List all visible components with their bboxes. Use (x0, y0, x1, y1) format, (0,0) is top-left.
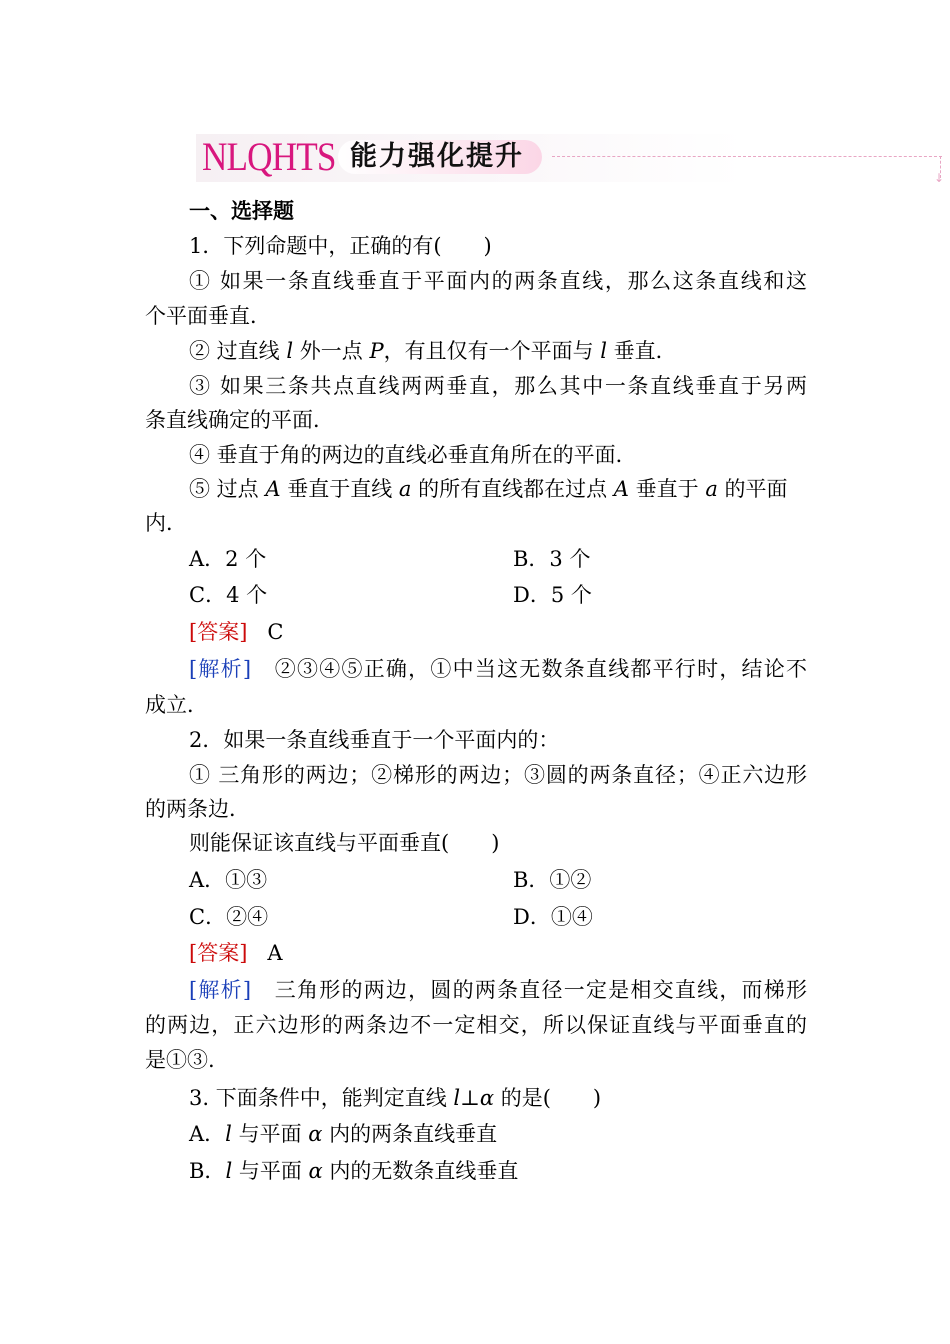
q2-stem: 2．如果一条直线垂直于一个平面内的： (189, 728, 560, 752)
q1-s5-m1: 垂直于直线 (280, 477, 399, 501)
banner-abbreviation: NLQHTS (202, 134, 336, 179)
q1-s5-end: 的平面 (717, 477, 788, 501)
q1-stem: 1．下列命题中，正确的有( ) (189, 234, 492, 258)
q2-option-d: D．①④ (513, 905, 593, 929)
q1-analysis-text-a: ②③④⑤正确，①中当这无数条直线都平行时，结论不 (274, 657, 808, 681)
q1-s2-mid: 外一点 (293, 339, 370, 363)
q3-option-b (189, 1156, 518, 1186)
q1-statement-1b: 个平面垂直． (145, 304, 271, 328)
q2-items-b: 的两条边． (145, 797, 250, 821)
q3-stem-pre: 3. 下面条件中，能判定直线 (189, 1086, 454, 1110)
q2-analysis-label: [解析] (189, 978, 252, 1002)
q1-statement-5a (189, 474, 788, 504)
q2-ask: 则能保证该直线与平面垂直( ) (189, 831, 500, 855)
q1-answer (189, 617, 284, 647)
q1-s5-A2: A (613, 477, 629, 501)
q1-statement-5b: 内． (145, 511, 187, 535)
q2-option-b: B．①② (513, 868, 592, 892)
q3-b-alpha: α (308, 1159, 323, 1183)
q3-b-m: 与平面 (232, 1159, 309, 1183)
banner-title: 能力强化提升 (338, 140, 542, 174)
q1-analysis-b: 成立． (145, 693, 208, 717)
q1-option-b: B．3 个 (513, 547, 591, 571)
q1-statement-2 (189, 336, 677, 366)
q1-answer-label: [答案] (189, 620, 248, 644)
q3-option-a (189, 1119, 497, 1149)
q1-s2-pre: ② 过直线 (189, 339, 287, 363)
q1-s5-A: A (265, 477, 281, 501)
q1-s2-P: P (369, 339, 384, 363)
q2-analysis-text-a: 三角形的两边，圆的两条直径一定是相交直线，而梯形 (274, 978, 808, 1002)
q3-stem (189, 1083, 601, 1113)
q3-a-end: 内的两条直线垂直 (322, 1122, 498, 1146)
q1-s5-m3: 垂直于 (628, 477, 706, 501)
section-heading: 一、选择题 (189, 198, 294, 223)
q3-stem-perp: ⊥ (460, 1086, 480, 1110)
q3-a-alpha: α (308, 1122, 323, 1146)
q3-b-pre: B． (189, 1159, 226, 1183)
q1-s5-pre: ⑤ 过点 (189, 477, 266, 501)
q1-statement-4: ④ 垂直于角的两边的直线必垂直角所在的平面． (189, 443, 637, 467)
q1-s2-mid2: ，有且仅有一个平面与 (383, 339, 601, 363)
q2-analysis-a (189, 975, 807, 1005)
q1-s5-a2: a (705, 477, 718, 501)
q1-s5-m2: 的所有直线都在过点 (411, 477, 614, 501)
q1-option-c: C．4 个 (189, 583, 268, 607)
q1-statement-3a: ③ 如果三条共点直线两两垂直，那么其中一条直线垂直于另两 (189, 374, 807, 398)
q2-answer-value: A (267, 941, 283, 965)
q1-option-a: A．2 个 (189, 547, 267, 571)
q2-items-a: ① 三角形的两边；②梯形的两边；③圆的两条直径；④正六边形 (189, 763, 807, 787)
q1-s2-l2: l (600, 339, 607, 363)
q1-s2-l: l (286, 339, 294, 363)
q3-b-l: l (225, 1159, 233, 1183)
q3-a-l: l (225, 1122, 232, 1146)
q3-stem-alpha: α (479, 1086, 495, 1110)
q2-option-a: A．①③ (189, 868, 268, 892)
q2-analysis-c: 是①③. (145, 1048, 215, 1072)
q3-stem-end: 的是( ) (494, 1086, 602, 1110)
q1-option-d: D．5 个 (513, 583, 592, 607)
q2-option-c: C．②④ (189, 905, 269, 929)
q1-statement-1a: ① 如果一条直线垂直于平面内的两条直线，那么这条直线和这 (189, 269, 807, 293)
section-banner (196, 126, 945, 188)
q2-answer-label: [答案] (189, 941, 248, 965)
banner-dashed-line (552, 156, 942, 157)
q1-analysis-label: [解析] (189, 657, 252, 681)
q1-statement-3b: 条直线确定的平面． (145, 408, 334, 432)
q1-analysis-a (189, 654, 807, 684)
q3-b-end: 内的无数条直线垂直 (322, 1159, 519, 1183)
q3-a-m: 与平面 (231, 1122, 309, 1146)
q1-s2-end: 垂直． (606, 339, 677, 363)
q2-analysis-b: 的两边，正六边形的两条边不一定相交，所以保证直线与平面垂直的 (145, 1013, 807, 1037)
q2-answer (189, 938, 283, 968)
q3-stem-l: l (453, 1086, 461, 1110)
q1-s5-a: a (398, 477, 412, 501)
q1-answer-value: C (267, 620, 284, 644)
arrow-down-icon: ↓ (934, 171, 945, 185)
q3-a-pre: A． (189, 1122, 226, 1146)
